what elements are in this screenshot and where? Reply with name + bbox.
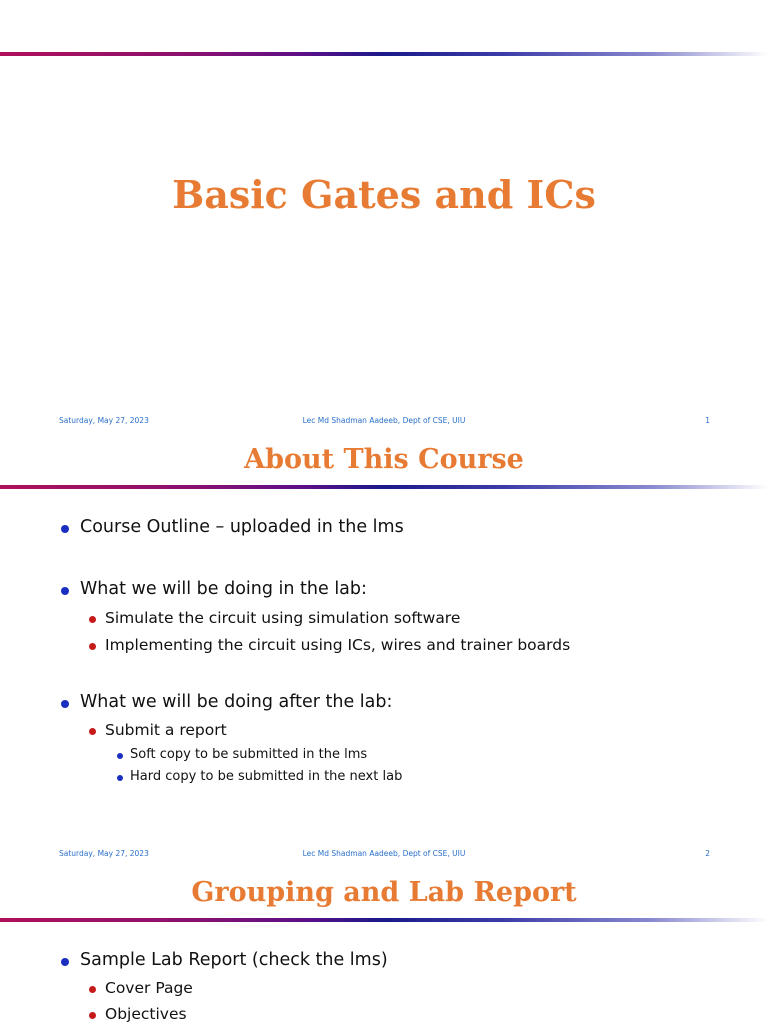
footer-date: Saturday, May 27, 2023 (59, 849, 149, 858)
bullet-item (105, 1005, 187, 1023)
bullet-text: Sample Lab Report (check the lms) (80, 950, 388, 970)
bullet-dot-icon (89, 728, 96, 735)
bullet-item (105, 609, 460, 627)
bullet-text: Objectives (105, 1005, 187, 1023)
footer-date: Saturday, May 27, 2023 (59, 416, 149, 425)
bullet-dot-icon (61, 958, 69, 966)
bullet-item (80, 692, 392, 712)
bullet-item (130, 747, 367, 762)
bullet-dot-icon (89, 1012, 96, 1019)
footer-page-number: 2 (705, 849, 710, 858)
bullet-item (80, 517, 404, 537)
slide-title: Basic Gates and ICs (172, 172, 596, 217)
bullet-text: What we will be doing in the lab: (80, 579, 367, 599)
footer-author: Lec Md Shadman Aadeeb, Dept of CSE, UIU (302, 416, 466, 425)
bullet-item (105, 979, 193, 997)
slide-divider-bar (0, 918, 768, 922)
bullet-item (80, 950, 388, 970)
bullet-dot-icon (117, 753, 123, 759)
slide-3 (0, 866, 768, 1024)
slide-divider-bar (0, 485, 768, 489)
slide-divider-bar (0, 52, 768, 56)
bullet-item (105, 636, 570, 654)
bullet-dot-icon (117, 775, 123, 781)
bullet-dot-icon (61, 525, 69, 533)
bullet-text: Course Outline – uploaded in the lms (80, 517, 404, 537)
bullet-text: Soft copy to be submitted in the lms (130, 747, 368, 762)
bullet-text: Implementing the circuit using ICs, wires and trainer boards (105, 636, 571, 654)
slide-footer (0, 416, 768, 428)
bullet-dot-icon (61, 587, 69, 595)
slide-1 (0, 0, 768, 433)
bullet-text: What we will be doing after the lab: (80, 692, 393, 712)
bullet-text: Simulate the circuit using simulation software (105, 609, 461, 627)
bullet-text: Submit a report (105, 721, 227, 739)
bullet-dot-icon (89, 616, 96, 623)
bullet-text: Hard copy to be submitted in the next lab (130, 769, 403, 784)
bullet-item (105, 721, 227, 739)
bullet-text: Cover Page (105, 979, 193, 997)
bullet-dot-icon (61, 700, 69, 708)
slide-title: Grouping and Lab Report (191, 877, 577, 908)
bullet-item (80, 579, 367, 599)
bullet-dot-icon (89, 643, 96, 650)
slide-2 (0, 433, 768, 866)
slide-title: About This Course (244, 444, 524, 475)
footer-page-number: 1 (705, 416, 710, 425)
bullet-dot-icon (89, 986, 96, 993)
slide-footer (0, 849, 768, 861)
bullet-item (130, 769, 402, 784)
footer-author: Lec Md Shadman Aadeeb, Dept of CSE, UIU (302, 849, 466, 858)
